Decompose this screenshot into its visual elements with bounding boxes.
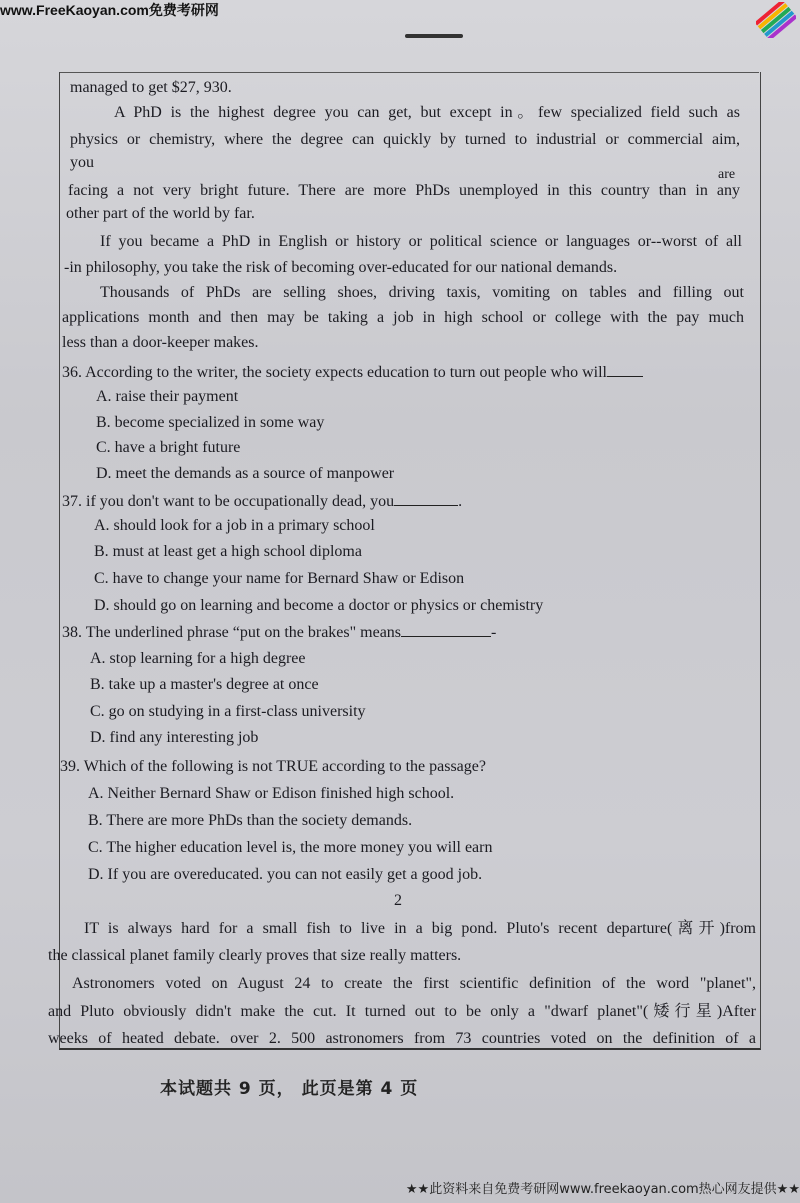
option: A. stop learning for a high degree [90, 650, 306, 667]
passage-line: IT is always hard for a small fish to live in a big pond. Pluto's recent departure(离开)from [84, 920, 756, 937]
question-37-stem: 37. if you don't want to be occupationally dead, you . [62, 493, 463, 510]
passage-line: are [718, 167, 736, 182]
passage-line: managed to get $27, 930. [70, 79, 232, 96]
option: A. Neither Bernard Shaw or Edison finished high school. [88, 785, 455, 802]
option: B. There are more PhDs than the society demands. [88, 812, 413, 829]
option: C. have to change your name for Bernard Shaw or Edison [94, 570, 465, 587]
passage-line: less than a door-keeper makes. [62, 334, 259, 351]
passage-line: If you became a PhD in English or history or political science or languages or--worst of all [100, 233, 742, 250]
passage-line: and Pluto obviously didn't make the cut. It turned out to be only a "dwarf planet"(矮行星)After [48, 1003, 756, 1020]
question-38-stem: 38. The underlined phrase “put on the brakes" means - [62, 624, 497, 641]
section-number: 2 [394, 892, 402, 909]
page-info: 本试题共 9 页， 此页是第 4 页 [160, 1079, 419, 1099]
option: A. should look for a job in a primary school [94, 517, 375, 534]
option: B. become specialized in some way [96, 414, 325, 431]
question-36-stem [62, 362, 643, 382]
option: D. find any interesting job [90, 729, 259, 746]
answer-blank [394, 491, 458, 506]
passage-line: physics or chemistry, where the degree can quickly by turned to industrial or commercial aim, [70, 131, 740, 148]
option: C. have a bright future [96, 439, 241, 456]
option: D. meet the demands as a source of manpower [96, 465, 395, 482]
option: C. go on studying in a first-class university [90, 703, 366, 720]
option: A. raise their payment [96, 388, 239, 405]
passage-line: Astronomers voted on August 24 to create the first scientific definition of the word "planet", [72, 975, 756, 992]
question-stem-text: 38. The underlined phrase “put on the brakes" means [62, 624, 402, 641]
option: B. take up a master's degree at once [90, 676, 319, 693]
passage-line: applications month and then may be taking a job in high school or college with the pay much [62, 309, 744, 326]
option: D. If you are overeducated. you can not easily get a good job. [88, 866, 483, 883]
rainbow-stripes-logo-icon [756, 2, 796, 38]
site-watermark[interactable]: www.FreeKaoyan.com免费考研网 [0, 2, 219, 18]
question-stem-text: 37. if you don't want to be occupationally dead, you [62, 493, 395, 510]
bottom-watermark: ★★此资料来自免费考研网www.freekaoyan.com热心网友提供★★ [405, 1182, 800, 1197]
passage-line: the classical planet family clearly proves that size really matters. [48, 947, 462, 964]
page-header-dash [405, 34, 463, 38]
passage-line: A PhD is the highest degree you can get, but except in。few specialized field such as [114, 104, 740, 121]
option: D. should go on learning and become a doctor or physics or chemistry [94, 597, 544, 614]
passage-line: -in philosophy, you take the risk of becoming over-educated for our national demands. [64, 259, 618, 276]
question-39-stem: 39. Which of the following is not TRUE according to the passage? [60, 758, 486, 775]
passage-line: Thousands of PhDs are selling shoes, driving taxis, vomiting on tables and filling out [100, 284, 744, 301]
passage-line: other part of the world by far. [66, 205, 255, 222]
passage-line: weeks of heated debate. over 2. 500 astronomers from 73 countries voted on the definition of a [48, 1030, 756, 1047]
answer-blank [607, 362, 643, 377]
option: C. The higher education level is, the more money you will earn [88, 839, 493, 856]
passage-line: facing a not very bright future. There are more PhDs unemployed in this country than in any [68, 182, 740, 199]
passage-line: you [70, 154, 94, 171]
answer-blank [401, 622, 491, 637]
option: B. must at least get a high school diploma [94, 543, 362, 560]
question-stem-text: 36. According to the writer, the society expects education to turn out people who will [62, 364, 607, 381]
